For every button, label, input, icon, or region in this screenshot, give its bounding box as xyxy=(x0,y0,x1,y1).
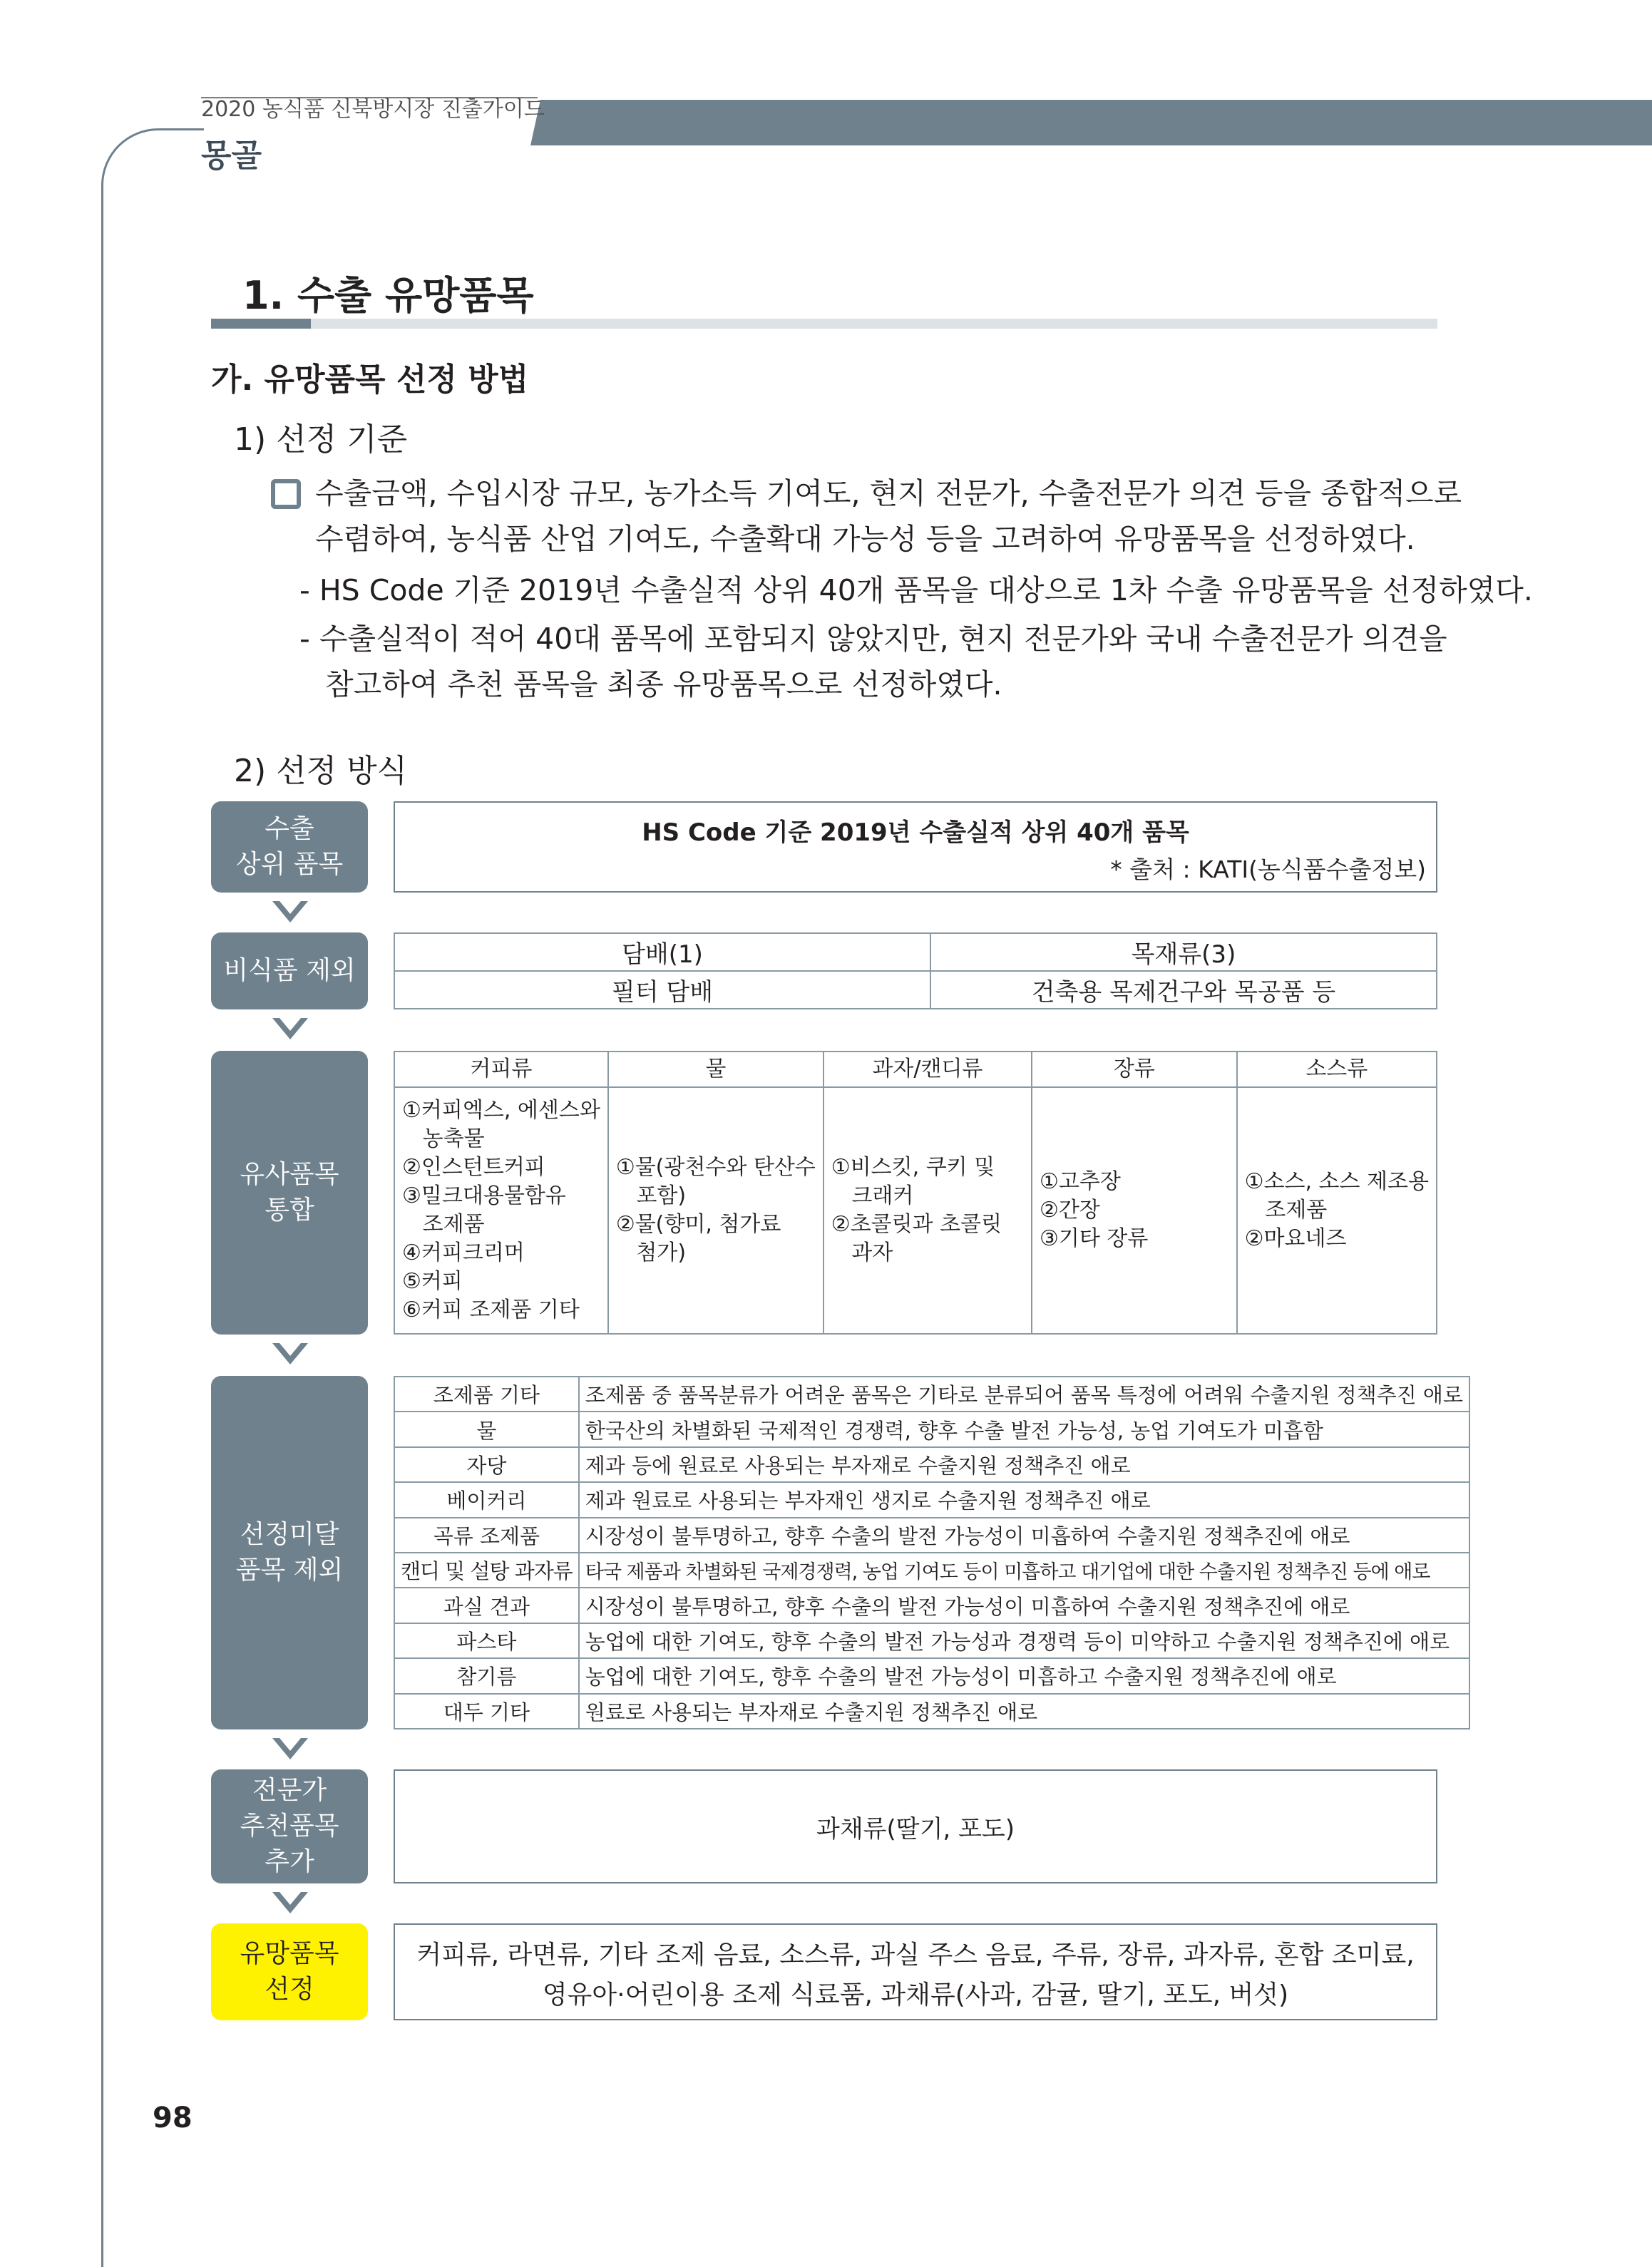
selected-items-line-2: 영유아·어린이용 조제 식료품, 과채류(사과, 감귤, 딸기, 포도, 버섯) xyxy=(542,1980,1289,2010)
excluded-item: 참기름 xyxy=(394,1658,579,1693)
step1-source: * 출처 : KATI(농식품수출정보) xyxy=(1110,855,1426,883)
similar-cell: ①소스, 소스 제조용 조제품 ②마요네즈 xyxy=(1237,1087,1437,1334)
chevron-down-icon xyxy=(271,1340,309,1369)
table-row xyxy=(394,1447,1469,1482)
excluded-item: 조제품 기타 xyxy=(394,1377,579,1412)
criteria-line-5: 참고하여 추천 품목을 최종 유망품목으로 선정하였다. xyxy=(325,667,1002,701)
step-label-top-items: 수출 상위 품목 xyxy=(211,801,368,893)
excluded-reason: 제과 원료로 사용되는 부자재인 생지로 수출지원 정책추진 애로 xyxy=(579,1482,1469,1517)
step1-title: HS Code 기준 2019년 수출실적 상위 40개 품목 xyxy=(642,818,1189,847)
section-title: 1. 수출 유망품목 xyxy=(242,273,534,318)
subsection-heading: 가. 유망품목 선정 방법 xyxy=(211,361,529,398)
step-label-non-food: 비식품 제외 xyxy=(211,932,368,1009)
excluded-items-table xyxy=(394,1376,1470,1729)
table-row xyxy=(394,1623,1469,1658)
table-row xyxy=(394,1482,1469,1517)
similar-header: 물 xyxy=(608,1052,824,1087)
excluded-item: 캔디 및 설탕 과자류 xyxy=(394,1553,579,1588)
table-row xyxy=(394,1588,1469,1623)
selected-items-box xyxy=(394,1923,1437,2020)
table-row xyxy=(394,1518,1469,1553)
non-food-value-tobacco: 필터 담배 xyxy=(394,971,930,1009)
similar-cell: ①비스킷, 쿠키 및 크래커 ②초콜릿과 초콜릿 과자 xyxy=(824,1087,1032,1334)
criteria-line-3: - HS Code 기준 2019년 수출실적 상위 40개 품목을 대상으로 1차 수출 유망품목을 선정하였다. xyxy=(299,573,1533,607)
non-food-header-wood: 목재류(3) xyxy=(930,933,1437,971)
excluded-reason: 제과 등에 원료로 사용되는 부자재로 수출지원 정책추진 애로 xyxy=(579,1447,1469,1482)
similar-header: 과자/캔디류 xyxy=(824,1052,1032,1087)
non-food-value-wood: 건축용 목제건구와 목공품 등 xyxy=(930,971,1437,1009)
excluded-item: 대두 기타 xyxy=(394,1694,579,1729)
checkbox-bullet-icon xyxy=(271,479,301,509)
excluded-reason: 타국 제품과 차별화된 국제경쟁력, 농업 기여도 등이 미흡하고 대기업에 대한 수출지원 정책추진 등에 애로 xyxy=(579,1553,1469,1588)
section-underline-light xyxy=(311,319,1437,329)
chevron-down-icon xyxy=(271,898,309,927)
method-heading: 2) 선정 방식 xyxy=(234,753,408,789)
criteria-line-4: - 수출실적이 적어 40대 품목에 포함되지 않았지만, 현지 전문가와 국내 수출전문가 의견을 xyxy=(299,622,1447,656)
chevron-down-icon xyxy=(271,1735,309,1764)
non-food-table xyxy=(394,932,1437,1009)
similar-header: 소스류 xyxy=(1237,1052,1437,1087)
excluded-reason: 조제품 중 품목분류가 어려운 품목은 기타로 분류되어 품목 특정에 어려워 수출지원 정책추진 애로 xyxy=(579,1377,1469,1412)
excluded-reason: 한국산의 차별화된 국제적인 경쟁력, 향후 수출 발전 가능성, 농업 기여도가 미흡함 xyxy=(579,1412,1469,1446)
similar-header: 커피류 xyxy=(394,1052,608,1087)
page-frame-line xyxy=(101,128,204,2267)
similar-items-table xyxy=(394,1051,1437,1335)
table-row xyxy=(394,1658,1469,1693)
similar-cell: ①커피엑스, 에센스와 농축물 ②인스턴트커피 ③밀크대용물함유 조제품 ④커피크리머 ⑤커피 ⑥커피 조제품 기타 xyxy=(394,1087,608,1334)
guide-title: 2020 농식품 신북방시장 진출가이드 xyxy=(201,97,545,122)
page-number: 98 xyxy=(153,2102,193,2134)
table-row xyxy=(394,1694,1469,1729)
table-row xyxy=(394,1412,1469,1446)
excluded-item: 곡류 조제품 xyxy=(394,1518,579,1553)
section-underline-dark xyxy=(211,319,311,329)
step-label-selected: 유망품목 선정 xyxy=(211,1923,368,2020)
criteria-line-2: 수렴하여, 농식품 산업 기여도, 수출확대 가능성 등을 고려하여 유망품목을 선정하였다. xyxy=(315,522,1415,556)
excluded-item: 베이커리 xyxy=(394,1482,579,1517)
criteria-line-1: 수출금액, 수입시장 규모, 농가소득 기여도, 현지 전문가, 수출전문가 의견 등을 종합적으로 xyxy=(315,476,1462,510)
chevron-down-icon xyxy=(271,1015,309,1044)
excluded-item: 과실 견과 xyxy=(394,1588,579,1623)
excluded-reason: 농업에 대한 기여도, 향후 수출의 발전 가능성과 경쟁력 등이 미약하고 수출지원 정책추진에 애로 xyxy=(579,1623,1469,1658)
step-label-expert-added: 전문가 추천품목 추가 xyxy=(211,1769,368,1883)
excluded-reason: 시장성이 불투명하고, 향후 수출의 발전 가능성이 미흡하여 수출지원 정책추진에 애로 xyxy=(579,1588,1469,1623)
step-label-exclude: 선정미달 품목 제외 xyxy=(211,1376,368,1729)
chevron-down-icon xyxy=(271,1889,309,1918)
similar-header: 장류 xyxy=(1032,1052,1237,1087)
non-food-header-tobacco: 담배(1) xyxy=(394,933,930,971)
excluded-reason: 시장성이 불투명하고, 향후 수출의 발전 가능성이 미흡하여 수출지원 정책추진에 애로 xyxy=(579,1518,1469,1553)
expert-added-box: 과채류(딸기, 포도) xyxy=(394,1769,1437,1883)
table-row xyxy=(394,1553,1469,1588)
excluded-item: 자당 xyxy=(394,1447,579,1482)
excluded-item: 물 xyxy=(394,1412,579,1446)
similar-cell: ①물(광천수와 탄산수 포함) ②물(향미, 첨가료 첨가) xyxy=(608,1087,824,1334)
excluded-item: 파스타 xyxy=(394,1623,579,1658)
country-title: 몽골 xyxy=(201,138,262,174)
step1-box xyxy=(394,801,1437,893)
excluded-reason: 농업에 대한 기여도, 향후 수출의 발전 가능성이 미흡하고 수출지원 정책추진에 애로 xyxy=(579,1658,1469,1693)
criteria-heading: 1) 선정 기준 xyxy=(234,421,408,458)
table-row xyxy=(394,1377,1469,1412)
excluded-reason: 원료로 사용되는 부자재로 수출지원 정책추진 애로 xyxy=(579,1694,1469,1729)
header-bar xyxy=(530,100,1652,145)
selected-items-line-1: 커피류, 라면류, 기타 조제 음료, 소스류, 과실 주스 음료, 주류, 장류, 과자류, 혼합 조미료, xyxy=(416,1940,1415,1970)
similar-cell: ①고추장 ②간장 ③기타 장류 xyxy=(1032,1087,1237,1334)
step-label-merge-similar: 유사품목 통합 xyxy=(211,1051,368,1335)
